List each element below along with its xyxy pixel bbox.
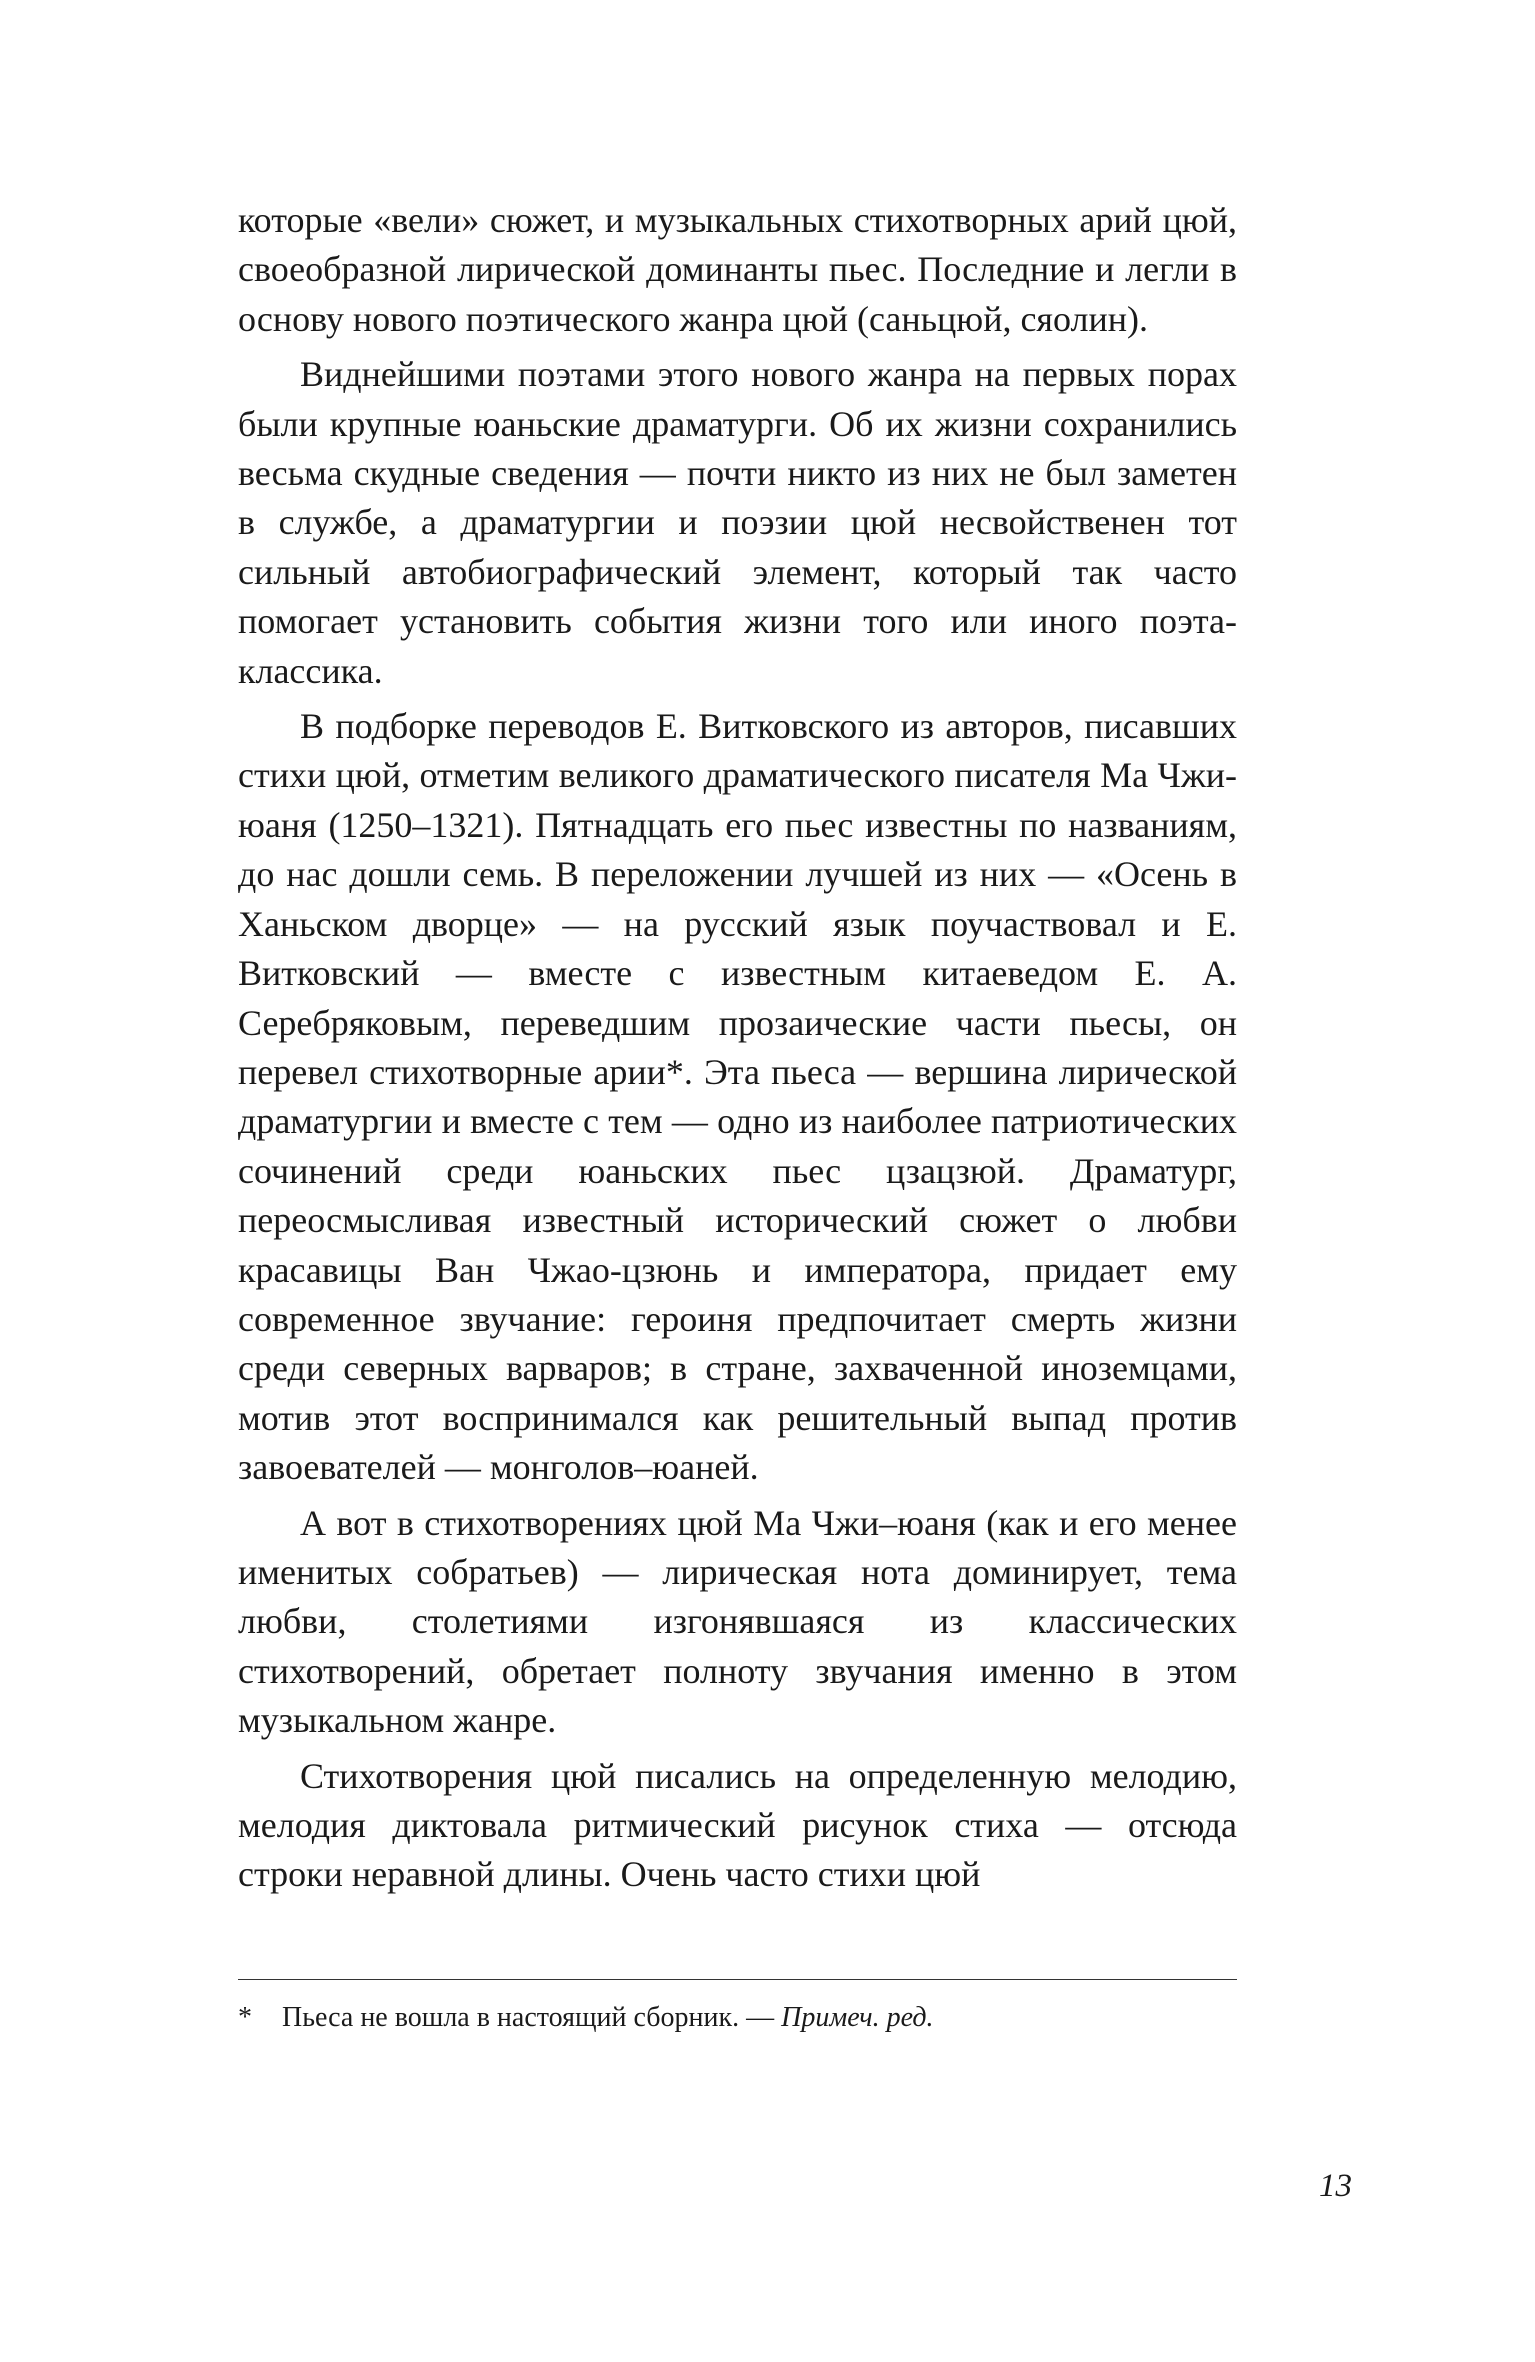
- paragraph-4: А вот в стихотворениях цюй Ма Чжи–юаня (как и его менее именитых собратьев) — лирическая нота доминирует, тема любви, столетиями изгонявшаяся из классических стихотворений, обретает полноту звучания именно в этом музыкальном жанре.: [238, 1502, 1237, 1741]
- paragraph-1: которые «вели» сюжет, и музыкальных стихотворных арий цюй, своеобразной лирической доминанты пьес. Последние и легли в основу нового поэтического жанра цюй (саньцюй, сяолин).: [238, 200, 1237, 339]
- main-text: [238, 196, 1237, 1900]
- footnote-editor-note: Примеч. ред.: [781, 2002, 934, 2033]
- footnote-text: Пьеса не вошла в настоящий сборник. —: [282, 2002, 782, 2033]
- paragraph-5: Стихотворения цюй писались на определенную мелодию, мелодия диктовала ритмический рисунок стиха — отсюда строки неравной длины. Очень часто стихи цюй: [238, 1755, 1237, 1895]
- footnote-divider: [238, 1979, 1237, 1980]
- paragraph-3: В подборке переводов Е. Витковского из авторов, писавших стихи цюй, отметим великого драматического писателя Ма Чжи-юаня (1250–1321). Пятнадцать его пьес известны по названиям, до нас дошли семь. В переложении лучшей из них — «Осень в Ханьском дворце» — на русский язык поучаствовал и Е. Витковский — вместе с известным китаеведом Е. А. Серебряковым, переведшим прозаические части пьесы, он перевел стихотворные арии*. Эта пьеса — вершина лирической драматургии и вместе с тем — одно из наиболее патриотических сочинений среди юаньских пьес цзацзюй. Драматург, переосмысливая известный исторический сюжет о любви красавицы Ван Чжао-цзюнь и императора, придает ему современное звучание: героиня предпочитает смерть жизни среди северных варваров; в стране, захваченной иноземцами, мотив этот воспринимался как решительный выпад против завоевателей — монголов–юаней.: [238, 706, 1237, 1488]
- footnote: [238, 2000, 1237, 2036]
- footnote-mark: *: [238, 2002, 252, 2033]
- page-number: 13: [1319, 2168, 1352, 2204]
- paragraph-2: Виднейшими поэтами этого нового жанра на первых порах были крупные юаньские драматурги. Об их жизни сохранились весьма скудные сведения — почти никто из них не был заметен в службе, а драматургии и поэзии цюй несвойственен тот сильный автобиографический элемент, который так часто помогает установить события жизни того или иного поэта-классика.: [238, 354, 1237, 691]
